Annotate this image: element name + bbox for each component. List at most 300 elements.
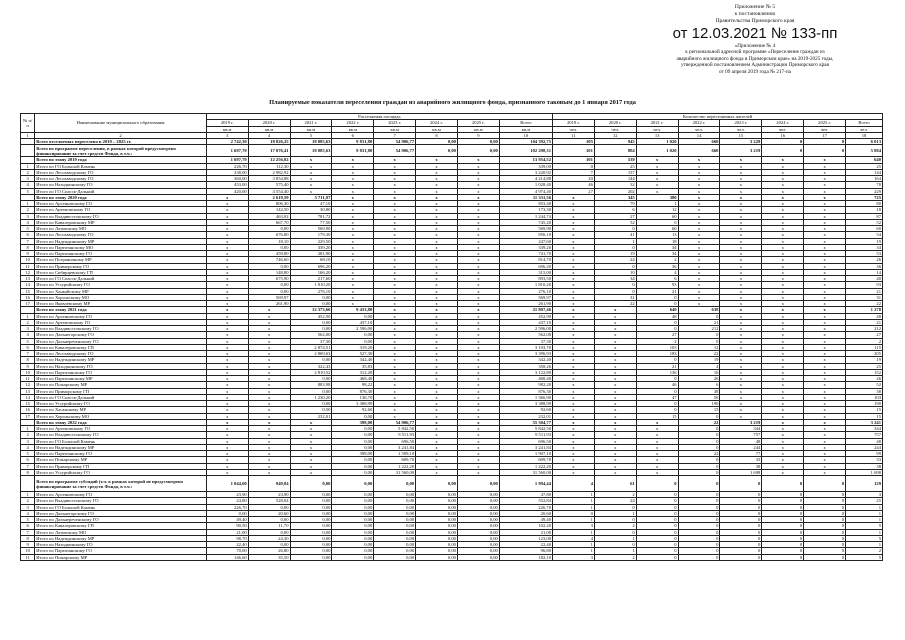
- row-number: 9: [21, 542, 35, 548]
- area-value: 0,00: [457, 517, 499, 523]
- people-value: x: [804, 319, 846, 325]
- people-value: x: [636, 463, 678, 469]
- area-value: 49,40: [206, 517, 248, 523]
- area-year-header: 2025 г.: [457, 120, 499, 126]
- area-value: x: [206, 238, 248, 244]
- people-value: 0: [678, 338, 720, 344]
- area-value: x: [374, 382, 416, 388]
- area-value: 609,70: [499, 457, 552, 463]
- people-value: 18: [636, 238, 678, 244]
- area-value: x: [206, 319, 248, 325]
- area-value: x: [332, 244, 374, 250]
- people-value: 21: [846, 288, 883, 294]
- people-year-header: 2023 г.: [720, 120, 762, 126]
- area-value: x: [332, 213, 374, 219]
- area-value: 232,01: [290, 413, 332, 419]
- area-value: 0,00: [457, 535, 499, 541]
- area-value: 696,50: [499, 438, 552, 444]
- people-value: x: [804, 357, 846, 363]
- people-value: 0: [636, 407, 678, 413]
- people-value: 0: [720, 548, 762, 554]
- people-value: x: [553, 357, 595, 363]
- program-line-4: утвержденной постановлением Администрации Приморского края: [680, 62, 829, 69]
- area-value: x: [290, 188, 332, 194]
- area-value: 0,00: [332, 504, 374, 510]
- people-value: x: [720, 169, 762, 175]
- area-value: 0,00: [332, 413, 374, 419]
- area-value: 0,00: [374, 510, 416, 516]
- people-value: x: [804, 419, 846, 425]
- area-value: x: [457, 163, 499, 169]
- area-value: x: [416, 444, 458, 450]
- area-value: 3 854,88: [248, 176, 290, 182]
- people-value: 34: [636, 244, 678, 250]
- area-value: 31 560,08: [374, 469, 416, 475]
- to-decree-line: к постановлению: [734, 11, 776, 17]
- area-value: 142,50: [248, 207, 290, 213]
- people-value: 5: [846, 554, 883, 560]
- area-value: x: [416, 401, 458, 407]
- people-value: 0: [804, 145, 846, 157]
- area-value: x: [416, 232, 458, 238]
- people-value: 0: [720, 523, 762, 529]
- area-value: x: [374, 219, 416, 225]
- area-value: 2 874,51: [290, 344, 332, 350]
- people-value: 15: [678, 407, 720, 413]
- row-number: 5: [21, 226, 35, 232]
- people-value: 0: [636, 542, 678, 548]
- row-number: 4: [21, 182, 35, 188]
- area-value: x: [374, 307, 416, 313]
- row-name: Итого по Артемовскому ГО: [35, 426, 207, 432]
- area-value: x: [457, 457, 499, 463]
- area-value: x: [374, 338, 416, 344]
- people-value: x: [720, 269, 762, 275]
- people-value: 640: [846, 157, 883, 163]
- people-value: x: [553, 363, 595, 369]
- people-value: 93: [846, 282, 883, 288]
- row-name: Итого по Партизанскому ГО: [35, 451, 207, 457]
- area-value: 92,60: [499, 407, 552, 413]
- people-value: x: [678, 244, 720, 250]
- people-value: x: [553, 251, 595, 257]
- people-value: x: [594, 419, 636, 425]
- people-value: x: [762, 288, 804, 294]
- area-value: x: [206, 251, 248, 257]
- people-value: x: [594, 363, 636, 369]
- people-value: 0: [720, 535, 762, 541]
- people-value: x: [720, 301, 762, 307]
- people-value: x: [762, 182, 804, 188]
- area-value: x: [290, 463, 332, 469]
- people-value: x: [553, 444, 595, 450]
- people-value: 0: [678, 463, 720, 469]
- people-value: x: [804, 457, 846, 463]
- area-value: 90,50: [206, 523, 248, 529]
- people-year-header: 2021 г.: [636, 120, 678, 126]
- area-value: 876,30: [332, 388, 374, 394]
- area-value: 229,50: [290, 238, 332, 244]
- people-value: x: [636, 451, 678, 457]
- row-number: 8: [21, 244, 35, 250]
- area-value: x: [457, 419, 499, 425]
- people-value: 229: [846, 188, 883, 194]
- people-value: 1: [553, 529, 595, 535]
- area-value: 47,10: [290, 201, 332, 207]
- people-value: 1 020: [636, 145, 678, 157]
- row-number: 3: [21, 176, 35, 182]
- people-value: x: [762, 207, 804, 213]
- people-value: 27: [594, 213, 636, 219]
- people-value: x: [553, 376, 595, 382]
- people-value: x: [762, 326, 804, 332]
- area-value: 0,00: [290, 523, 332, 529]
- area-value: x: [248, 351, 290, 357]
- area-value: 0,00: [332, 469, 374, 475]
- people-value: x: [553, 407, 595, 413]
- people-value: 205: [846, 351, 883, 357]
- row-name: Итого по Уссурийскому ГО: [35, 469, 207, 475]
- people-value: x: [804, 157, 846, 163]
- area-value: x: [416, 269, 458, 275]
- people-value: 6 013: [846, 139, 883, 145]
- people-value: 26: [846, 257, 883, 263]
- people-value: 0: [804, 504, 846, 510]
- people-value: 0: [636, 529, 678, 535]
- row-name: Всего по этапу 2019 года: [35, 157, 207, 163]
- people-value: 3 219: [720, 145, 762, 157]
- people-value: 1 278: [846, 307, 883, 313]
- area-value: 261,90: [248, 301, 290, 307]
- row-name: Итого по Кавалеровскому ГП: [35, 344, 207, 350]
- row-name: Итого по Партизанскому МО: [35, 244, 207, 250]
- area-value: 0,00: [290, 510, 332, 516]
- row-number: 6: [21, 523, 35, 529]
- area-value: x: [290, 169, 332, 175]
- people-value: x: [636, 157, 678, 163]
- people-value: x: [553, 269, 595, 275]
- area-value: 5 711,97: [290, 194, 332, 200]
- area-value: 9 831,80: [332, 139, 374, 145]
- area-value: x: [457, 413, 499, 419]
- people-value: 137: [594, 169, 636, 175]
- area-value: 398,00: [332, 451, 374, 457]
- people-value: x: [720, 244, 762, 250]
- people-value: 16: [678, 369, 720, 375]
- people-value: x: [720, 219, 762, 225]
- people-value: x: [762, 244, 804, 250]
- people-value: 48: [636, 313, 678, 319]
- people-value: 2: [636, 338, 678, 344]
- people-value: 22: [678, 351, 720, 357]
- column-number: 6: [332, 132, 374, 138]
- area-value: 11,70: [248, 523, 290, 529]
- area-value: 0,00: [332, 476, 374, 492]
- area-value: x: [206, 301, 248, 307]
- people-value: x: [804, 276, 846, 282]
- row-number: 8: [21, 357, 35, 363]
- row-number: 12: [21, 269, 35, 275]
- area-value: x: [416, 369, 458, 375]
- people-value: 0: [678, 548, 720, 554]
- people-value: x: [762, 226, 804, 232]
- area-value: 453,00: [206, 182, 248, 188]
- people-value: 183: [636, 351, 678, 357]
- area-value: x: [457, 257, 499, 263]
- people-value: 0: [762, 535, 804, 541]
- area-value: x: [374, 407, 416, 413]
- people-value: 0: [762, 529, 804, 535]
- people-value: x: [804, 444, 846, 450]
- people-value: 0: [762, 542, 804, 548]
- people-value: x: [762, 457, 804, 463]
- people-value: 0: [762, 510, 804, 516]
- area-value: 26,80: [248, 548, 290, 554]
- people-value: x: [553, 344, 595, 350]
- area-value: 696,20: [290, 263, 332, 269]
- row-number: 1: [21, 492, 35, 498]
- people-value: 640: [636, 307, 678, 313]
- column-number: 14: [678, 132, 720, 138]
- area-value: 1 509,10: [374, 451, 416, 457]
- area-value: x: [374, 363, 416, 369]
- area-value: x: [416, 319, 458, 325]
- area-value: x: [457, 351, 499, 357]
- area-value: x: [416, 419, 458, 425]
- row-name: Итого по Дальнегорскому ГО: [35, 332, 207, 338]
- people-value: x: [678, 207, 720, 213]
- row-name: Итого по Владивостокскому ГО: [35, 213, 207, 219]
- people-value: x: [553, 457, 595, 463]
- area-value: x: [248, 326, 290, 332]
- area-value: x: [290, 451, 332, 457]
- area-value: x: [206, 363, 248, 369]
- area-value: 281,90: [290, 251, 332, 257]
- people-value: x: [594, 451, 636, 457]
- area-value: x: [416, 357, 458, 363]
- row-number: 11: [21, 263, 35, 269]
- people-value: x: [553, 438, 595, 444]
- area-value: x: [332, 226, 374, 232]
- area-value: x: [248, 376, 290, 382]
- area-value: x: [457, 157, 499, 163]
- row-number: 17: [21, 413, 35, 419]
- row-number: 7: [21, 529, 35, 535]
- area-value: 0,00: [374, 504, 416, 510]
- people-value: 212: [678, 326, 720, 332]
- area-value: x: [416, 288, 458, 294]
- area-value: x: [416, 363, 458, 369]
- area-value: x: [457, 219, 499, 225]
- area-value: x: [457, 307, 499, 313]
- people-value: 725: [846, 194, 883, 200]
- people-year-header: 2019 г.: [553, 120, 595, 126]
- area-value: 21,00: [206, 529, 248, 535]
- area-value: x: [332, 282, 374, 288]
- area-value: 47,80: [499, 492, 552, 498]
- area-value: x: [206, 194, 248, 200]
- people-value: 12: [678, 344, 720, 350]
- row-number: 13: [21, 276, 35, 282]
- area-value: x: [416, 194, 458, 200]
- area-value: 0,00: [374, 529, 416, 535]
- area-value: 247,60: [499, 238, 552, 244]
- area-value: x: [248, 426, 290, 432]
- area-unit-header: кв.м: [332, 126, 374, 132]
- area-value: x: [206, 219, 248, 225]
- row-name: Итого по Приморскому ГП: [35, 463, 207, 469]
- area-value: x: [332, 207, 374, 213]
- area-value: x: [374, 251, 416, 257]
- area-value: 226,70: [499, 504, 552, 510]
- column-number: 8: [416, 132, 458, 138]
- area-value: x: [206, 432, 248, 438]
- people-value: 1: [553, 504, 595, 510]
- area-value: x: [374, 269, 416, 275]
- area-value: 4 554,40: [248, 188, 290, 194]
- column-number: 12: [594, 132, 636, 138]
- area-value: 112,30: [248, 163, 290, 169]
- area-value: 0,00: [290, 388, 332, 394]
- people-value: x: [804, 232, 846, 238]
- row-number: 9: [21, 251, 35, 257]
- people-value: x: [678, 213, 720, 219]
- row-name: Итого по Надеждинскому МР: [35, 535, 207, 541]
- people-unit-header: чел.: [636, 126, 678, 132]
- area-value: x: [457, 388, 499, 394]
- people-value: 103: [636, 344, 678, 350]
- people-value: 136: [636, 369, 678, 375]
- people-value: 1 698: [846, 469, 883, 475]
- area-value: 179,30: [290, 232, 332, 238]
- area-year-header: 2020 г.: [248, 120, 290, 126]
- people-value: 0: [720, 498, 762, 504]
- row-number: 3: [21, 213, 35, 219]
- area-value: 569,90: [290, 226, 332, 232]
- area-value: 18,10: [248, 238, 290, 244]
- area-value: x: [457, 188, 499, 194]
- area-value: x: [206, 344, 248, 350]
- people-value: x: [720, 388, 762, 394]
- area-value: x: [374, 332, 416, 338]
- people-value: 46: [553, 182, 595, 188]
- people-value: x: [678, 294, 720, 300]
- people-value: 129: [846, 476, 883, 492]
- area-value: x: [416, 244, 458, 250]
- people-value: x: [804, 163, 846, 169]
- people-value: 1: [594, 535, 636, 541]
- area-value: 0,00: [416, 510, 458, 516]
- area-value: x: [206, 294, 248, 300]
- row-number: 10: [21, 369, 35, 375]
- area-unit-header: кв.м: [374, 126, 416, 132]
- people-value: 54: [846, 232, 883, 238]
- people-value: 48: [846, 438, 883, 444]
- row-name: Итого по Лазовскому МО: [35, 529, 207, 535]
- people-value: x: [804, 257, 846, 263]
- people-value: x: [762, 169, 804, 175]
- table-row: [21, 554, 883, 560]
- area-value: x: [416, 451, 458, 457]
- people-value: 0: [804, 535, 846, 541]
- area-value: x: [206, 257, 248, 263]
- row-number: 2: [21, 498, 35, 504]
- people-value: 36: [636, 263, 678, 269]
- area-value: x: [416, 407, 458, 413]
- people-value: 31: [594, 294, 636, 300]
- people-value: 52: [846, 219, 883, 225]
- area-value: x: [290, 163, 332, 169]
- people-value: 1: [594, 238, 636, 244]
- people-value: x: [553, 282, 595, 288]
- row-name: Всего по этапу 2020 года: [35, 194, 207, 200]
- area-value: x: [206, 463, 248, 469]
- col-name-header: Наименование муниципального образования: [35, 114, 207, 133]
- people-value: 2: [594, 523, 636, 529]
- table-body: [21, 139, 883, 561]
- people-value: x: [553, 413, 595, 419]
- area-value: 11 331,56: [499, 194, 552, 200]
- area-value: 0,00: [332, 332, 374, 338]
- area-value: 0,00: [457, 554, 499, 560]
- people-value: 38: [720, 463, 762, 469]
- people-value: x: [762, 307, 804, 313]
- people-value: x: [720, 326, 762, 332]
- area-value: 37,30: [290, 338, 332, 344]
- people-value: x: [553, 351, 595, 357]
- people-value: x: [762, 369, 804, 375]
- people-value: 2: [846, 338, 883, 344]
- area-value: x: [374, 388, 416, 394]
- people-value: x: [804, 463, 846, 469]
- people-value: 0: [762, 517, 804, 523]
- people-value: x: [762, 238, 804, 244]
- area-value: 0,00: [374, 542, 416, 548]
- people-value: x: [762, 313, 804, 319]
- area-value: 468,40: [332, 376, 374, 382]
- column-number: 15: [720, 132, 762, 138]
- people-value: x: [804, 301, 846, 307]
- area-value: 2 810,52: [290, 369, 332, 375]
- people-value: x: [804, 244, 846, 250]
- people-value: x: [804, 269, 846, 275]
- people-value: 19: [594, 251, 636, 257]
- column-number: 3: [206, 132, 248, 138]
- people-value: x: [720, 332, 762, 338]
- people-value: x: [762, 332, 804, 338]
- people-value: x: [553, 319, 595, 325]
- area-value: 1 697,70: [206, 157, 248, 163]
- area-value: 166,20: [290, 269, 332, 275]
- area-value: 0,00: [374, 476, 416, 492]
- area-value: 0,00: [332, 529, 374, 535]
- area-value: x: [457, 244, 499, 250]
- row-number: 4: [21, 332, 35, 338]
- people-value: 4: [553, 476, 595, 492]
- people-value: x: [762, 188, 804, 194]
- row-number: 14: [21, 394, 35, 400]
- area-unit-header: кв.м: [416, 126, 458, 132]
- area-value: 1 907,10: [499, 451, 552, 457]
- area-value: 18 085,63: [290, 139, 332, 145]
- people-value: x: [762, 251, 804, 257]
- area-value: x: [457, 194, 499, 200]
- row-name: Итого по Хорольскому МО: [35, 294, 207, 300]
- area-value: x: [206, 394, 248, 400]
- area-value: x: [374, 413, 416, 419]
- people-value: x: [553, 369, 595, 375]
- area-value: 0,00: [457, 548, 499, 554]
